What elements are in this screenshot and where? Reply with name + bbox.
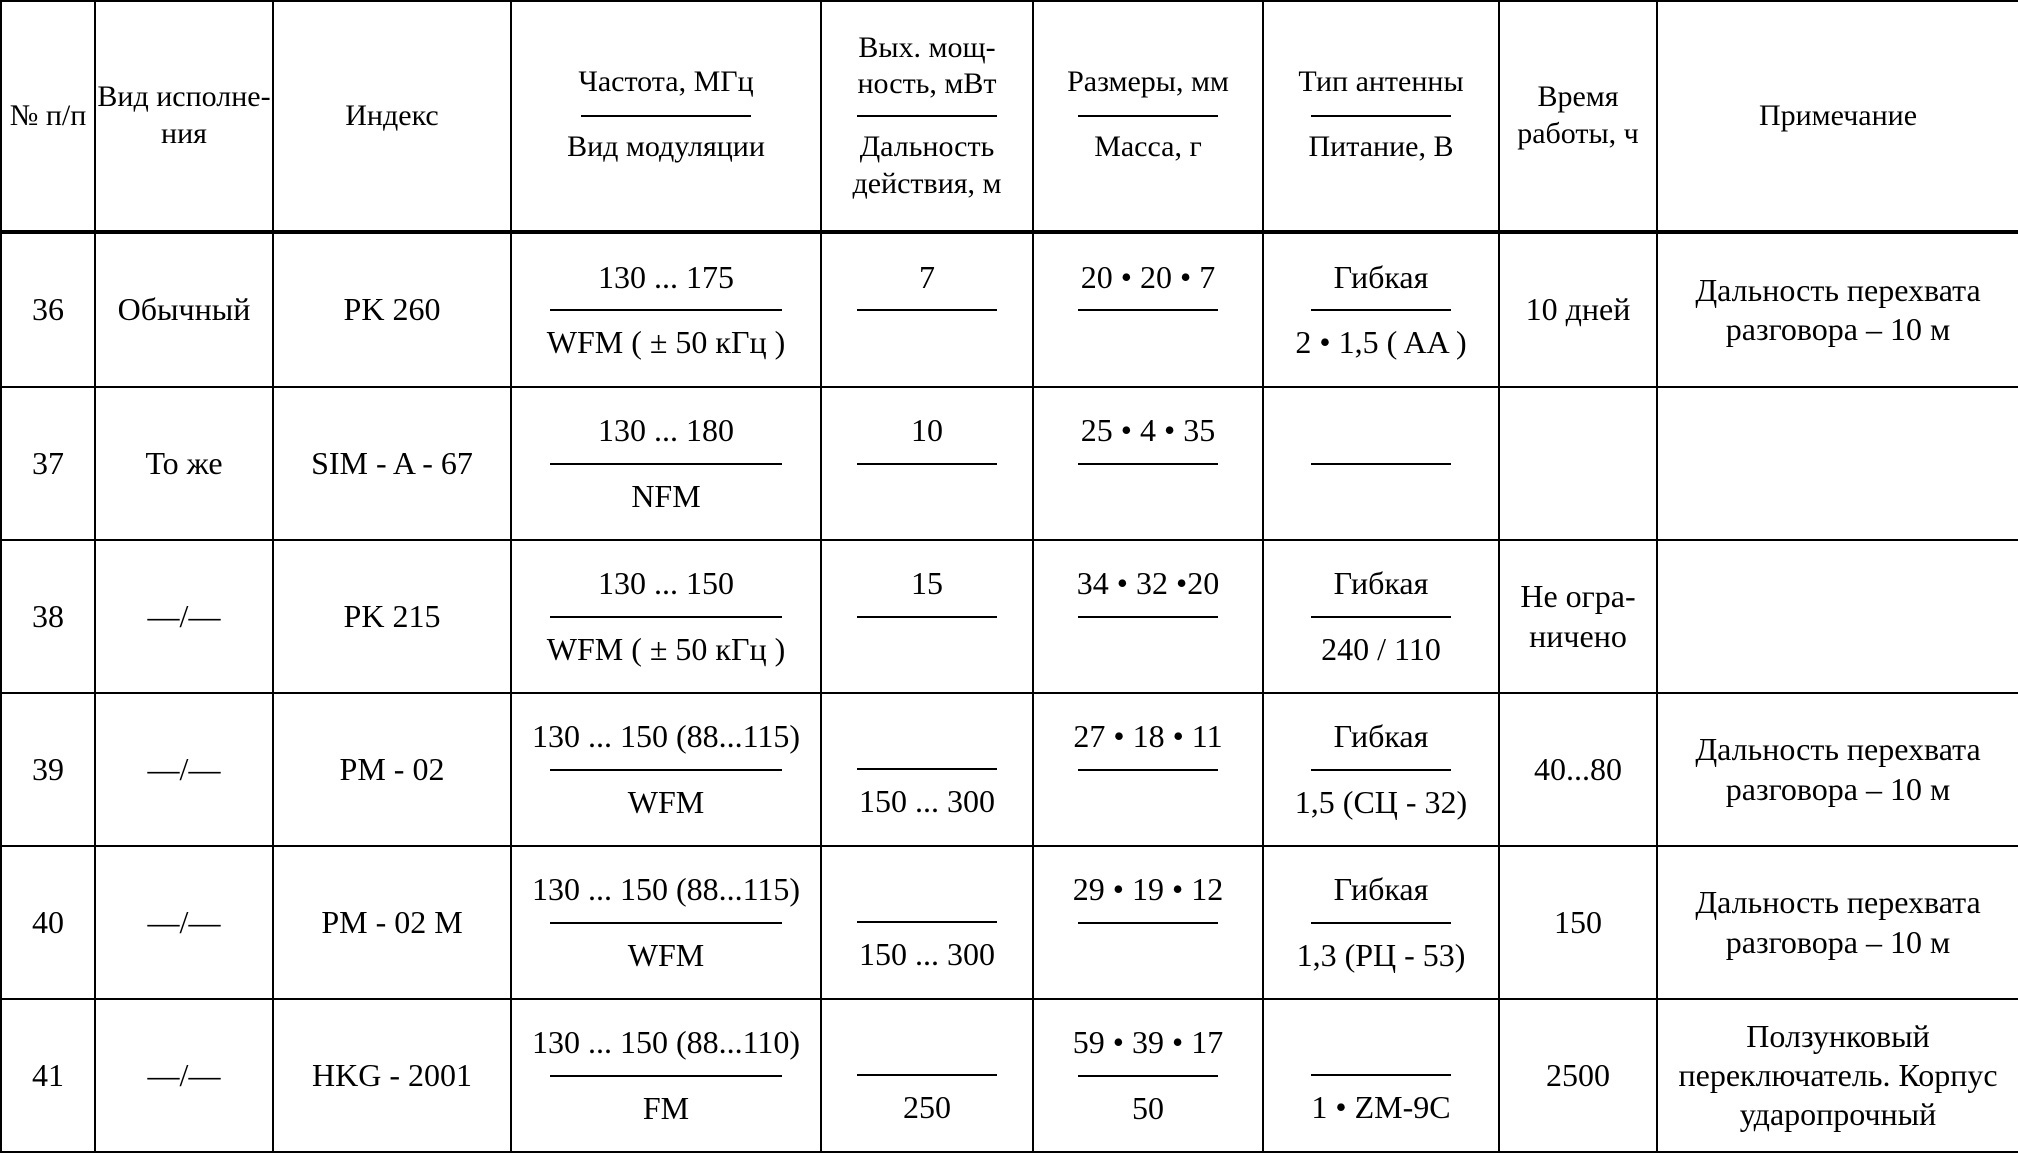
cell-freq-bottom: WFM xyxy=(627,783,705,820)
cell-freq-fraction xyxy=(512,541,820,692)
cell-index: PK 215 xyxy=(273,540,511,693)
cell-time: 10 дней xyxy=(1499,232,1657,387)
cell-size-fraction xyxy=(1034,234,1262,386)
cell-antenna-bottom: 1,3 (РЦ - 53) xyxy=(1296,936,1466,973)
cell-antenna xyxy=(1263,999,1499,1152)
cell-antenna-top: Гибкая xyxy=(1333,871,1429,908)
cell-freq xyxy=(511,999,821,1152)
cell-variant: —/— xyxy=(95,693,273,846)
cell-note: Дальность перехвата разговора – 10 м xyxy=(1657,846,2018,999)
cell-antenna xyxy=(1263,540,1499,693)
cell-power xyxy=(821,693,1033,846)
cell-num: 37 xyxy=(1,387,95,540)
cell-index: SIM - A - 67 xyxy=(273,387,511,540)
header-size-top: Размеры, мм xyxy=(1067,65,1229,98)
cell-variant: То же xyxy=(95,387,273,540)
divider xyxy=(1311,922,1451,924)
cell-freq-top: 130 ... 150 (88...115) xyxy=(531,871,801,908)
cell-note xyxy=(1657,387,2018,540)
cell-freq-bottom: WFM ( ± 50 кГц ) xyxy=(546,630,786,667)
cell-freq-bottom: NFM xyxy=(631,477,701,514)
divider xyxy=(1078,115,1218,117)
cell-power-fraction xyxy=(822,388,1032,539)
cell-power xyxy=(821,232,1033,387)
divider xyxy=(1311,463,1451,465)
header-ant-top: Тип антенны xyxy=(1298,65,1464,98)
header-time: Время работы, ч xyxy=(1499,1,1657,232)
divider xyxy=(550,1075,782,1077)
divider xyxy=(1311,115,1451,117)
cell-power-fraction xyxy=(822,847,1032,998)
cell-freq xyxy=(511,693,821,846)
cell-num: 36 xyxy=(1,232,95,387)
cell-size xyxy=(1033,387,1263,540)
cell-freq-fraction xyxy=(512,694,820,845)
cell-time: Не огра-ничено xyxy=(1499,540,1657,693)
cell-index: PM - 02 xyxy=(273,693,511,846)
divider xyxy=(550,309,782,311)
cell-power xyxy=(821,387,1033,540)
divider xyxy=(857,616,997,618)
header-row xyxy=(1,1,2018,232)
cell-freq xyxy=(511,232,821,387)
table-row xyxy=(1,999,2018,1152)
cell-freq-top: 130 ... 180 xyxy=(598,412,734,449)
table-row xyxy=(1,387,2018,540)
cell-note: Дальность перехвата разговора – 10 м xyxy=(1657,693,2018,846)
cell-freq-bottom: WFM xyxy=(627,936,705,973)
cell-antenna xyxy=(1263,387,1499,540)
header-power-bot: Дальность действия, м xyxy=(852,130,1002,200)
divider xyxy=(581,115,751,117)
cell-num: 38 xyxy=(1,540,95,693)
cell-variant: —/— xyxy=(95,999,273,1152)
cell-antenna-bottom: 1 • ZM-9C xyxy=(1311,1089,1451,1126)
cell-freq-top: 130 ... 175 xyxy=(598,258,734,295)
cell-note: Дальность перехвата разговора – 10 м xyxy=(1657,232,2018,387)
cell-num: 39 xyxy=(1,693,95,846)
cell-freq-top: 130 ... 150 (88...115) xyxy=(531,718,801,755)
cell-antenna-fraction xyxy=(1264,541,1498,692)
cell-freq-bottom: FM xyxy=(642,1089,690,1126)
cell-antenna-top: Гибкая xyxy=(1333,258,1429,295)
cell-freq-fraction xyxy=(512,234,820,386)
cell-variant: —/— xyxy=(95,846,273,999)
cell-index: HKG - 2001 xyxy=(273,999,511,1152)
cell-power-fraction xyxy=(822,694,1032,845)
divider xyxy=(1078,463,1218,465)
cell-variant: —/— xyxy=(95,540,273,693)
divider xyxy=(857,768,997,770)
divider xyxy=(550,769,782,771)
cell-size xyxy=(1033,540,1263,693)
cell-antenna-fraction xyxy=(1264,234,1498,386)
header-power xyxy=(821,1,1033,232)
cell-time: 2500 xyxy=(1499,999,1657,1152)
cell-power-bottom: 150 ... 300 xyxy=(859,936,995,973)
divider xyxy=(1311,616,1451,618)
divider xyxy=(857,921,997,923)
cell-antenna-fraction xyxy=(1264,1000,1498,1151)
cell-time: 40...80 xyxy=(1499,693,1657,846)
cell-antenna-top: Гибкая xyxy=(1333,565,1429,602)
cell-size-fraction xyxy=(1034,541,1262,692)
cell-size-top: 27 • 18 • 11 xyxy=(1073,718,1223,755)
cell-num: 41 xyxy=(1,999,95,1152)
divider xyxy=(550,922,782,924)
cell-freq-fraction xyxy=(512,1000,820,1151)
cell-freq xyxy=(511,540,821,693)
divider xyxy=(550,616,782,618)
cell-size xyxy=(1033,693,1263,846)
cell-size-fraction xyxy=(1034,694,1262,845)
header-variant: Вид исполне-ния xyxy=(95,1,273,232)
cell-size-top: 29 • 19 • 12 xyxy=(1072,871,1224,908)
cell-index: PK 260 xyxy=(273,232,511,387)
cell-antenna-top: Гибкая xyxy=(1333,718,1429,755)
cell-freq-top: 130 ... 150 (88...110) xyxy=(531,1024,801,1061)
cell-size-fraction xyxy=(1034,388,1262,539)
divider xyxy=(857,115,997,117)
cell-antenna-fraction xyxy=(1264,847,1498,998)
cell-size xyxy=(1033,846,1263,999)
header-num: № п/п xyxy=(1,1,95,232)
table-row xyxy=(1,540,2018,693)
cell-power-fraction xyxy=(822,541,1032,692)
cell-size-top: 25 • 4 • 35 xyxy=(1080,412,1216,449)
cell-size xyxy=(1033,232,1263,387)
header-size xyxy=(1033,1,1263,232)
divider xyxy=(1078,769,1218,771)
cell-power-bottom: 250 xyxy=(903,1089,951,1126)
cell-antenna-fraction xyxy=(1264,694,1498,845)
table-row xyxy=(1,693,2018,846)
cell-index: PM - 02 M xyxy=(273,846,511,999)
header-antenna xyxy=(1263,1,1499,232)
cell-size-fraction xyxy=(1034,1000,1262,1151)
cell-power-top: 15 xyxy=(911,565,943,602)
cell-power xyxy=(821,846,1033,999)
cell-antenna xyxy=(1263,232,1499,387)
divider xyxy=(1078,616,1218,618)
cell-antenna-bottom: 240 / 110 xyxy=(1321,630,1441,667)
header-index: Индекс xyxy=(273,1,511,232)
divider xyxy=(1078,1075,1218,1077)
cell-antenna-bottom: 1,5 (СЦ - 32) xyxy=(1294,783,1468,820)
cell-power-top: 10 xyxy=(911,412,943,449)
header-freq-top: Частота, МГц xyxy=(578,65,754,98)
header-note: Примечание xyxy=(1657,1,2018,232)
cell-time: 150 xyxy=(1499,846,1657,999)
cell-power-fraction xyxy=(822,1000,1032,1151)
cell-antenna xyxy=(1263,846,1499,999)
cell-power-fraction xyxy=(822,234,1032,386)
divider xyxy=(550,463,782,465)
header-size-bot: Масса, г xyxy=(1094,130,1202,163)
cell-freq-fraction xyxy=(512,847,820,998)
table-row xyxy=(1,846,2018,999)
cell-antenna xyxy=(1263,693,1499,846)
cell-antenna-fraction xyxy=(1264,388,1498,539)
cell-note: Ползунковый переключатель. Корпус ударопрочный xyxy=(1657,999,2018,1152)
table-row xyxy=(1,232,2018,387)
header-ant-bot: Питание, В xyxy=(1308,130,1454,163)
divider xyxy=(857,463,997,465)
cell-time xyxy=(1499,387,1657,540)
cell-freq xyxy=(511,846,821,999)
cell-antenna-bottom: 2 • 1,5 ( AA ) xyxy=(1295,324,1467,360)
divider xyxy=(1078,922,1218,924)
divider xyxy=(1311,1074,1451,1076)
divider xyxy=(857,1074,997,1076)
header-freq-bot: Вид модуляции xyxy=(567,130,765,163)
header-freq xyxy=(511,1,821,232)
cell-size-top: 20 • 20 • 7 xyxy=(1080,258,1216,295)
cell-freq xyxy=(511,387,821,540)
cell-freq-bottom: WFM ( ± 50 кГц ) xyxy=(546,324,786,360)
cell-size-bottom: 50 xyxy=(1132,1089,1164,1126)
cell-size xyxy=(1033,999,1263,1152)
cell-note xyxy=(1657,540,2018,693)
cell-power xyxy=(821,540,1033,693)
cell-power xyxy=(821,999,1033,1152)
divider xyxy=(1311,309,1451,311)
cell-power-bottom: 150 ... 300 xyxy=(859,783,995,820)
header-power-top: Вых. мощ-ность, мВт xyxy=(857,30,997,101)
cell-variant: Обычный xyxy=(95,232,273,387)
cell-freq-top: 130 ... 150 xyxy=(598,565,734,602)
divider xyxy=(1078,309,1218,311)
cell-size-top: 34 • 32 •20 xyxy=(1076,565,1220,602)
divider xyxy=(1311,769,1451,771)
divider xyxy=(857,309,997,311)
cell-size-fraction xyxy=(1034,847,1262,998)
cell-power-top: 7 xyxy=(919,258,935,295)
cell-num: 40 xyxy=(1,846,95,999)
cell-size-top: 59 • 39 • 17 xyxy=(1072,1024,1224,1061)
cell-freq-fraction xyxy=(512,388,820,539)
